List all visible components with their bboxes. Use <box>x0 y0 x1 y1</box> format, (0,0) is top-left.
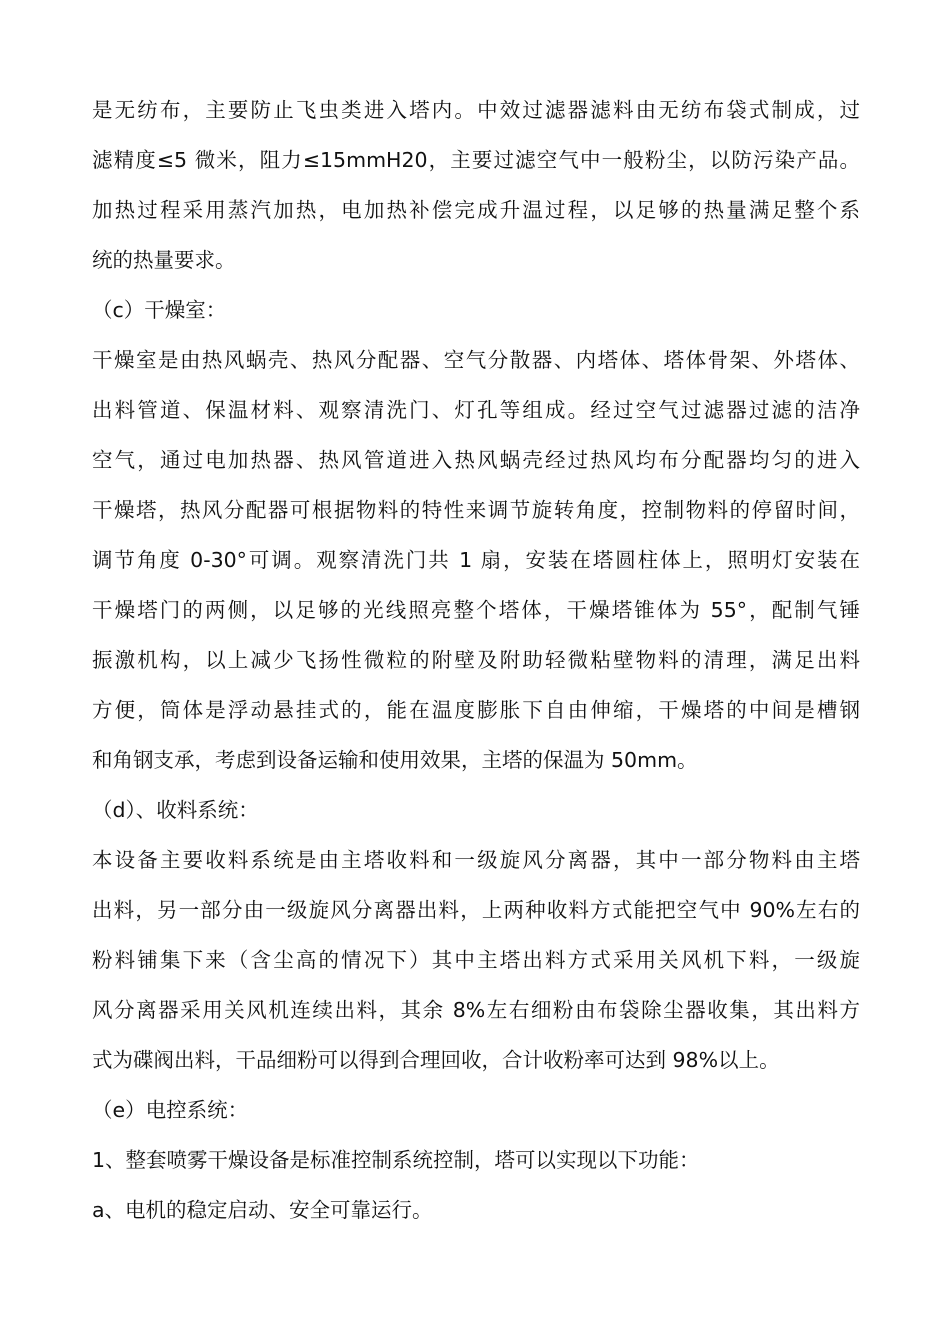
list-item-a: a、电机的稳定启动、安全可靠运行。 <box>92 1198 433 1222</box>
text-line-9: 干燥塔，热风分配器可根据物料的特性来调节旋转角度，控制物料的停留时间， <box>92 498 860 522</box>
text-line-7: 出料管道、保温材料、观察清洗门、灯孔等组成。经过空气过滤器过滤的洁净 <box>92 398 860 422</box>
text-line-16: 本设备主要收料系统是由主塔收料和一级旋风分离器，其中一部分物料由主塔 <box>92 848 860 872</box>
text-line-10: 调节角度 0-30°可调。观察清洗门共 1 扇，安装在塔圆柱体上，照明灯安装在 <box>92 548 860 572</box>
text-line-20: 式为碟阀出料，干品细粉可以得到合理回收，合计收粉率可达到 98%以上。 <box>92 1048 780 1072</box>
section-heading-electric-control: （e）电控系统： <box>92 1098 249 1122</box>
text-line-18: 粉料铺集下来（含尘高的情况下）其中主塔出料方式采用关风机下料，一级旋 <box>92 948 860 972</box>
text-line-17: 出料，另一部分由一级旋风分离器出料，上两种收料方式能把空气中 90%左右的 <box>92 898 860 922</box>
text-line-14: 和角钢支承，考虑到设备运输和使用效果，主塔的保温为 50mm。 <box>92 748 698 772</box>
section-heading-collection-system: （d）、收料系统： <box>92 798 259 822</box>
text-line-4: 统的热量要求。 <box>92 248 236 272</box>
text-line-1: 是无纺布，主要防止飞虫类进入塔内。中效过滤器滤料由无纺布袋式制成，过 <box>92 98 860 122</box>
text-line-2: 滤精度≤5 微米，阻力≤15mmH20，主要过滤空气中一般粉尘，以防污染产品。 <box>92 148 860 172</box>
text-line-12: 振激机构，以上减少飞扬性微粒的附壁及附助轻微粘壁物料的清理，满足出料 <box>92 648 860 672</box>
text-line-6: 干燥室是由热风蜗壳、热风分配器、空气分散器、内塔体、塔体骨架、外塔体、 <box>92 348 860 372</box>
text-line-8: 空气，通过电加热器、热风管道进入热风蜗壳经过热风均布分配器均匀的进入 <box>92 448 860 472</box>
text-line-3: 加热过程采用蒸汽加热，电加热补偿完成升温过程，以足够的热量满足整个系 <box>92 198 860 222</box>
text-line-19: 风分离器采用关风机连续出料，其余 8%左右细粉由布袋除尘器收集，其出料方 <box>92 998 860 1022</box>
list-item-1: 1、整套喷雾干燥设备是标准控制系统控制，塔可以实现以下功能： <box>92 1148 700 1172</box>
text-line-13: 方便，筒体是浮动悬挂式的，能在温度膨胀下自由伸缩，干燥塔的中间是槽钢 <box>92 698 860 722</box>
section-heading-drying-room: （c）干燥室： <box>92 298 227 322</box>
text-line-11: 干燥塔门的两侧，以足够的光线照亮整个塔体，干燥塔锥体为 55°，配制气锤 <box>92 598 860 622</box>
